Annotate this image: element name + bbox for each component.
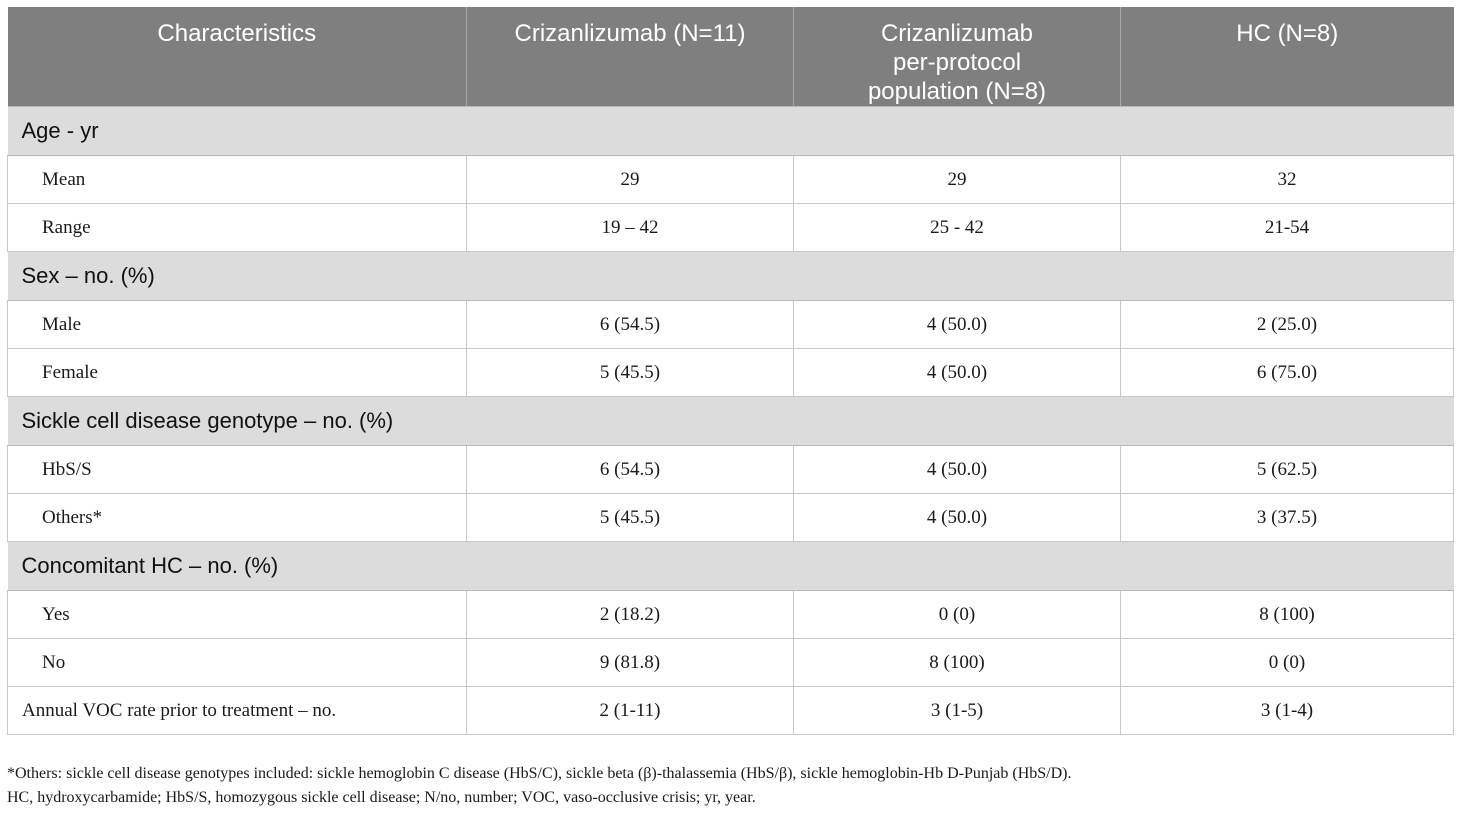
cell-value: 5 (45.5) xyxy=(467,494,794,542)
table-row xyxy=(8,639,1454,687)
cell-value: 25 - 42 xyxy=(794,204,1121,252)
table-row xyxy=(8,591,1454,639)
row-label: HbS/S xyxy=(8,446,467,494)
cell-value: 4 (50.0) xyxy=(794,349,1121,397)
cell-value: 3 (1-4) xyxy=(1121,687,1454,735)
table-row-annual-voc xyxy=(8,687,1454,735)
cell-value: 32 xyxy=(1121,156,1454,204)
characteristics-table xyxy=(7,7,1454,735)
cell-value: 8 (100) xyxy=(1121,591,1454,639)
cell-value: 6 (75.0) xyxy=(1121,349,1454,397)
header-line: Crizanlizumab xyxy=(880,20,1034,47)
row-label: Yes xyxy=(8,591,467,639)
cell-value: 29 xyxy=(467,156,794,204)
table-footnotes xyxy=(7,762,1453,810)
cell-value: 6 (54.5) xyxy=(467,446,794,494)
cell-value: 21-54 xyxy=(1121,204,1454,252)
table-row xyxy=(8,349,1454,397)
row-label: Male xyxy=(8,301,467,349)
row-label: Annual VOC rate prior to treatment – no. xyxy=(8,687,467,735)
cell-value: 4 (50.0) xyxy=(794,446,1121,494)
header-line: HC (N=8) xyxy=(1236,20,1339,47)
section-row-genotype xyxy=(8,397,1454,446)
table-row xyxy=(8,494,1454,542)
section-title: Concomitant HC – no. (%) xyxy=(8,542,1454,591)
cell-value: 3 (37.5) xyxy=(1121,494,1454,542)
table-row xyxy=(8,446,1454,494)
cell-value: 29 xyxy=(794,156,1121,204)
cell-value: 2 (18.2) xyxy=(467,591,794,639)
row-label: Female xyxy=(8,349,467,397)
table-row xyxy=(8,204,1454,252)
row-label: Others* xyxy=(8,494,467,542)
section-title: Sickle cell disease genotype – no. (%) xyxy=(8,397,1454,446)
cell-value: 9 (81.8) xyxy=(467,639,794,687)
cell-value: 19 – 42 xyxy=(467,204,794,252)
cell-value: 5 (62.5) xyxy=(1121,446,1454,494)
table-row xyxy=(8,301,1454,349)
section-row-sex xyxy=(8,252,1454,301)
row-label: Range xyxy=(8,204,467,252)
cell-value: 5 (45.5) xyxy=(467,349,794,397)
footnote-abbreviations: HC, hydroxycarbamide; HbS/S, homozygous sickle cell disease; N/no, number; VOC, vaso-occlusive crisis; yr, year. xyxy=(7,789,756,806)
characteristics-table-container xyxy=(7,7,1453,735)
section-row-concomitant-hc xyxy=(8,542,1454,591)
header-hc xyxy=(1121,7,1454,107)
header-line: population (N=8) xyxy=(867,78,1047,105)
header-crizanlizumab-per-protocol xyxy=(794,7,1121,107)
cell-value: 0 (0) xyxy=(794,591,1121,639)
table-header-row xyxy=(8,7,1454,107)
header-line: per-protocol xyxy=(892,49,1022,76)
header-characteristics xyxy=(8,7,467,107)
section-title: Sex – no. (%) xyxy=(8,252,1454,301)
header-line: Characteristics xyxy=(157,20,317,47)
footnote-others: *Others: sickle cell disease genotypes included: sickle hemoglobin C disease (HbS/C), sickle beta (β)-thalassemia (HbS/β), sickle hemoglobin-Hb D-Punjab (HbS/D). xyxy=(7,765,1072,782)
row-label: Mean xyxy=(8,156,467,204)
section-row-age xyxy=(8,107,1454,156)
cell-value: 4 (50.0) xyxy=(794,301,1121,349)
header-crizanlizumab xyxy=(467,7,794,107)
cell-value: 8 (100) xyxy=(794,639,1121,687)
cell-value: 6 (54.5) xyxy=(467,301,794,349)
cell-value: 2 (1-11) xyxy=(467,687,794,735)
cell-value: 0 (0) xyxy=(1121,639,1454,687)
table-row xyxy=(8,156,1454,204)
row-label: No xyxy=(8,639,467,687)
cell-value: 2 (25.0) xyxy=(1121,301,1454,349)
section-title: Age - yr xyxy=(8,107,1454,156)
cell-value: 4 (50.0) xyxy=(794,494,1121,542)
cell-value: 3 (1-5) xyxy=(794,687,1121,735)
header-line: Crizanlizumab (N=11) xyxy=(514,20,746,47)
